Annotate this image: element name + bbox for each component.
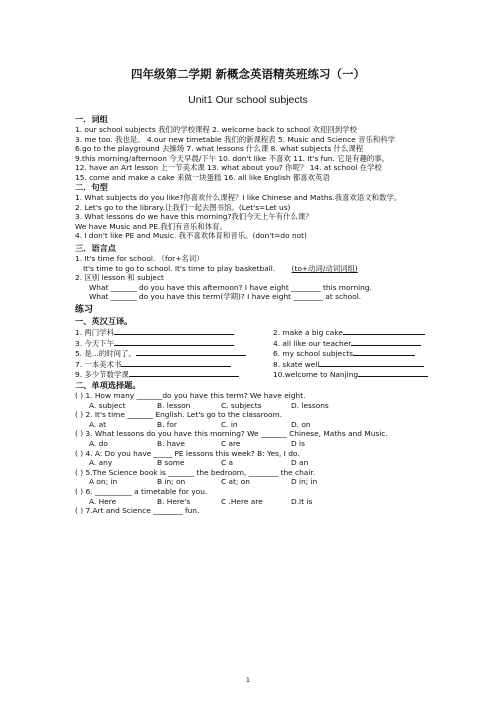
question-options [75,401,435,411]
translation-row [75,338,435,349]
option[interactable]: B in; on [157,477,186,487]
option[interactable]: D.It is [291,496,313,506]
question-text: ( ) 5.The Science book is _______ the bedroom, ________ the chair. [75,467,316,477]
answer-blank[interactable] [121,359,231,367]
fill-line: What _______ do you have this term(学期)? I have eight ________ at school. [89,292,362,302]
translation-row [75,359,435,370]
question-item [75,487,435,506]
option[interactable]: B. lesson [157,400,191,410]
answer-blank[interactable] [136,348,246,356]
sentence-line: 4. I don't like PE and Music. 我不喜欢体育和音乐。(don't=do not) [75,231,307,241]
phrase-line: 9.this morning/afternoon 今天早晨/下午 10. don't like 不喜欢 11. It's fun. 它是有趣的事。 [75,153,390,163]
phrases-heading: 一．词组 [75,114,108,124]
option[interactable]: B. have [157,438,185,448]
choice-heading: 二、单项选择题。 [75,379,141,390]
phrases-section [75,114,435,183]
example-sentences: It's time to go to school. It's time to play basketball. [83,263,276,273]
sentence-line: We have Music and PE.我们有音乐和体育。 [75,221,227,231]
document-title: 四年级第二学期 新概念英语精英班练习（一） [130,67,365,81]
sentence-line: 1. What subjects do you like?你喜欢什么课程？I like Chinese and Maths.我喜欢语文和数学。 [75,193,402,202]
phrase-line: 1. our school subjects 我们的学校课程 2. welcome back to school 欢迎回到学校 [75,125,357,134]
language-points-section [75,243,435,302]
phrase-line: 12. have an Art lesson 上一节美术课 13. what about you? 你呢？ 14. at school 在学校 [75,163,382,173]
question-text: ( ) 4. A: Do you have _____ PE lessons this week? B: Yes, I do. [75,448,300,458]
option[interactable]: B. for [157,419,177,429]
question-text: ( ) 6. __________ a timetable for you. [75,486,208,496]
sentence-line: 2. Let's go to the library.让我们一起去图书馆。(Let's=Let us) [75,202,291,212]
option[interactable]: A. do [89,438,108,448]
question-options [75,477,435,487]
option[interactable]: D in; in [291,477,318,487]
answer-blank[interactable] [319,359,424,367]
option[interactable]: D is [291,438,305,448]
translation-item: 4. all like our teacher [273,338,352,348]
option[interactable]: A. at [89,419,107,429]
translation-item: 10.welcome to Nanjing [273,370,359,380]
question-item [75,429,435,448]
translation-item: 6. my school subjects [273,349,354,359]
translation-heading: 一、英汉互译。 [75,316,133,326]
sentence-line: 3. What lessons do we have this morning?我们今天上午有什么课？ [75,212,313,222]
answer-blank[interactable] [351,338,421,346]
translation-row [75,348,435,359]
question-text: ( ) 2. It's time _______ English. Let's go to the classroom. [75,410,283,420]
question-item [75,449,435,468]
translation-row [75,327,435,338]
answer-blank[interactable] [114,327,234,335]
practice-heading: 练习 [75,305,94,315]
option[interactable]: D. lessons [291,400,329,410]
option[interactable]: D an [291,458,309,468]
translation-item: 8. skate well [273,359,320,369]
language-point-line: 1. It's time for school. （for+名词） [75,254,204,263]
answer-blank[interactable] [343,327,425,335]
question-options [75,497,435,507]
phrase-line: 6.go to the playground 去操场 7. what lessons 什么课 8. what subjects 什么课程 [75,144,364,154]
phrase-line: 15. come and make a cake 来做一块蛋糕 16. all like English 都喜欢英语 [75,172,330,182]
question-item [75,506,435,516]
option[interactable]: D. on [291,419,311,429]
translation-row [75,369,435,380]
option[interactable]: C .Here are [221,496,263,506]
translation-item: 1. 两门学科 [75,328,114,337]
translation-item: 5. 是...的时间了。 [75,349,136,359]
option[interactable]: C a [221,458,234,468]
translation-item: 2. make a big cake [273,328,343,337]
option[interactable]: A. subject [89,400,126,410]
option[interactable]: B. Here's [157,496,191,506]
option[interactable]: A on; in [89,477,118,487]
option[interactable]: C. subjects [221,400,262,410]
sentences-section [75,182,435,241]
translation-item: 3. 今天下午 [75,338,114,348]
option[interactable]: A. Here [89,496,117,506]
translation-item: 7. 一本美术书 [75,359,122,369]
question-text: ( ) 3. What lessons do you have this morning? We _______ Chinese, Maths and Music. [75,429,388,439]
page-number: 1 [245,676,251,684]
answer-blank[interactable] [353,348,415,356]
fill-line: What _______ do you have this afternoon? I have eight ________ this morning. [89,282,372,292]
question-item [75,410,435,429]
question-text: ( ) 1. How many _______do you have this term? We have eight. [75,390,306,400]
answer-blank[interactable] [129,369,239,377]
option[interactable]: B some [157,458,185,468]
option[interactable]: A. any [89,458,113,468]
question-options [75,458,435,468]
language-point-line [75,264,435,274]
question-text: ( ) 7.Art and Science ________ fun. [75,506,200,516]
question-options [75,420,435,430]
option[interactable]: C. in [221,419,238,429]
language-points-heading: 三．语言点 [75,243,116,253]
answer-blank[interactable] [114,338,234,346]
question-options [75,439,435,449]
option[interactable]: C at; on [221,477,250,487]
translation-item: 9. 多少节数学课 [75,370,129,380]
answer-blank[interactable] [358,369,428,377]
phrase-line: 3. me too. 我也是。 4.our new timetable 我们的新课程表 5. Music and Science 音乐和科学 [75,134,396,144]
unit-subtitle: Unit1 Our school subjects [188,94,308,106]
grammar-note: (to+动词/动词词组) [291,263,358,273]
question-item [75,468,435,487]
practice-section [75,305,435,516]
option[interactable]: C are [221,438,241,448]
language-point-line: 2. 区别 lesson 和 subject [75,273,164,283]
question-item [75,391,435,410]
sentences-heading: 二．句型 [75,182,108,192]
